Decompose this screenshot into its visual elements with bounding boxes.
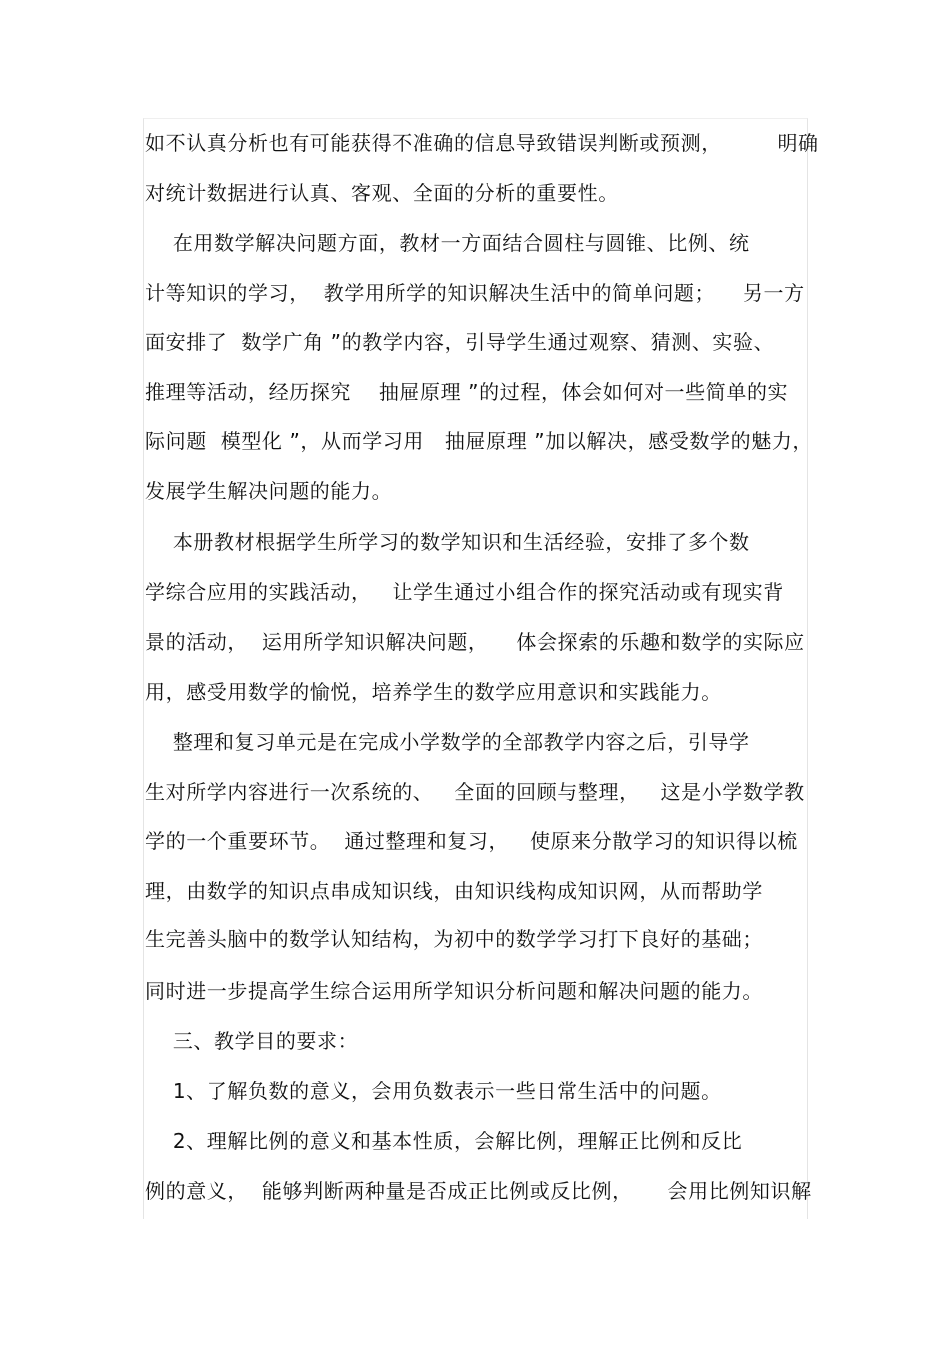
text-line: 计等知识的学习， 教学用所学的知识解决生活中的简单问题； 另一方 (145, 281, 805, 305)
text-line: 如不认真分析也有可能获得不准确的信息导致错误判断或预测， 明确 (145, 131, 819, 155)
text-line: 推理等活动，经历探究 抽屉原理 ”的过程，体会如何对一些简单的实 (145, 380, 789, 404)
text-line: 用，感受用数学的愉悦，培养学生的数学应用意识和实践能力。 (145, 680, 722, 704)
text-line: 三、教学目的要求： (145, 1029, 359, 1053)
text-line: 学的一个重要环节。 通过整理和复习， 使原来分散学习的知识得以梳 (145, 829, 798, 853)
text-line: 在用数学解决问题方面，教材一方面结合圆柱与圆锥、比例、统 (145, 231, 750, 255)
text-line: 2、理解比例的意义和基本性质，会解比例，理解正比例和反比 (145, 1129, 743, 1153)
text-line: 整理和复习单元是在完成小学数学的全部教学内容之后，引导学 (145, 730, 750, 754)
text-line: 生对所学内容进行一次系统的、 全面的回顾与整理， 这是小学数学教 (145, 780, 805, 804)
text-line: 对统计数据进行认真、客观、全面的分析的重要性。 (145, 181, 619, 205)
text-line: 本册教材根据学生所学习的数学知识和生活经验，安排了多个数 (145, 530, 750, 554)
text-line: 面安排了 数学广角 ”的教学内容，引导学生通过观察、猜测、实验、 (145, 330, 775, 354)
text-line: 学综合应用的实践活动， 让学生通过小组合作的探究活动或有现实背 (145, 580, 784, 604)
text-line: 1、了解负数的意义，会用负数表示一些日常生活中的问题。 (145, 1079, 722, 1103)
text-line: 理，由数学的知识点串成知识线，由知识线构成知识网，从而帮助学 (145, 879, 763, 903)
text-line: 景的活动， 运用所学知识解决问题， 体会探索的乐趣和数学的实际应 (145, 630, 805, 654)
text-line: 际问题 模型化 ”，从而学习用 抽屉原理 ”加以解决，感受数学的魅力， (145, 429, 814, 453)
text-line: 同时进一步提高学生综合运用所学知识分析问题和解决问题的能力。 (145, 979, 763, 1003)
text-line: 发展学生解决问题的能力。 (145, 479, 393, 503)
text-line: 例的意义， 能够判断两种量是否成正比例或反比例， 会用比例知识解 (145, 1179, 812, 1203)
text-line: 生完善头脑中的数学认知结构，为初中的数学学习打下良好的基础； (145, 927, 763, 951)
